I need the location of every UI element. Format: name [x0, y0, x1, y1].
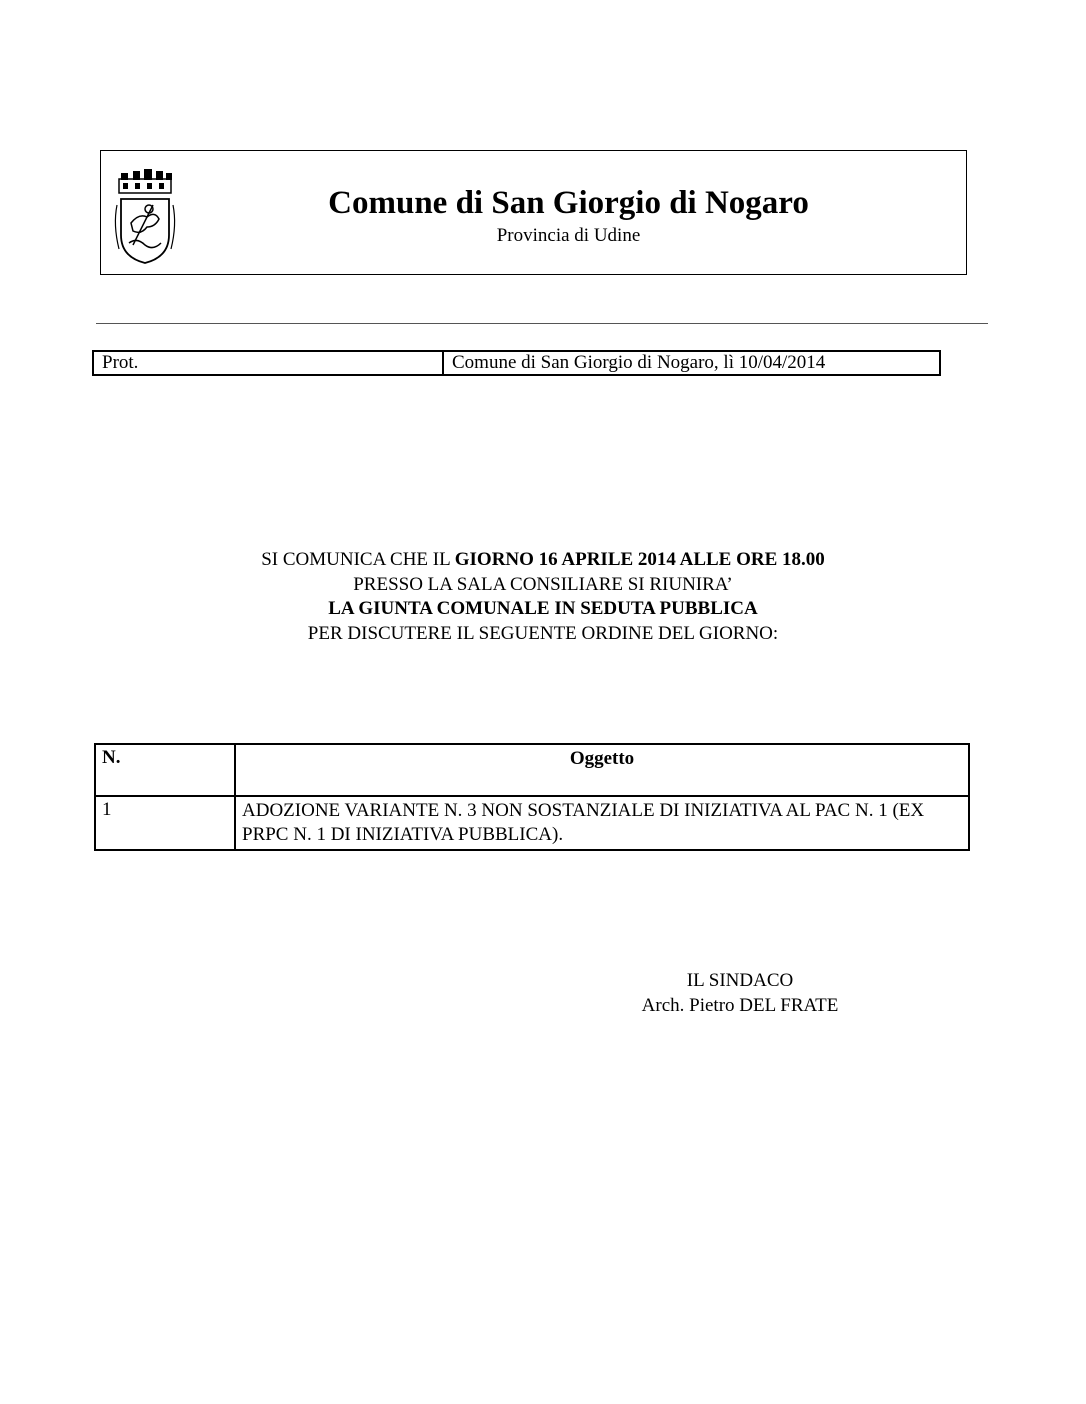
agenda-table — [94, 743, 970, 851]
notice-line-2: PRESSO LA SALA CONSILIARE SI RIUNIRA’ — [353, 573, 733, 595]
protocol-label: Prot. — [94, 352, 444, 374]
notice-line-1 — [0, 548, 1086, 573]
place-date: Comune di San Giorgio di Nogaro, lì 10/04/2014 — [452, 352, 826, 373]
header-divider — [96, 323, 988, 324]
agenda-header-number: N. — [96, 745, 236, 795]
signature-block — [540, 968, 940, 1018]
notice-line-3: LA GIUNTA COMUNALE IN SEDUTA PUBBLICA — [328, 598, 758, 619]
agenda-header-subject: Oggetto — [569, 748, 635, 769]
table-row — [96, 795, 968, 849]
meeting-notice — [0, 548, 1086, 646]
signer-name: Arch. Pietro DEL FRATE — [641, 995, 839, 1016]
meeting-date-time: GIORNO 16 APRILE 2014 ALLE ORE 18.00 — [454, 549, 825, 570]
letterhead-box — [100, 150, 967, 275]
notice-line-4: PER DISCUTERE IL SEGUENTE ORDINE DEL GIORNO: — [307, 622, 779, 644]
agenda-item-subject: ADOZIONE VARIANTE N. 3 NON SOSTANZIALE DI INIZIATIVA AL PAC N. 1 (EX PRPC N. 1 DI INIZIATIVA PUBBLICA). — [242, 800, 925, 845]
agenda-header-row — [96, 745, 968, 795]
notice-line-1-prefix: SI COMUNICA CHE IL — [261, 549, 455, 570]
signer-role: IL SINDACO — [686, 970, 794, 991]
province-subtitle: Provincia di Udine — [496, 225, 641, 246]
agenda-item-number: 1 — [96, 797, 236, 849]
protocol-table — [92, 350, 941, 376]
municipality-title: Comune di San Giorgio di Nogaro — [328, 185, 809, 221]
